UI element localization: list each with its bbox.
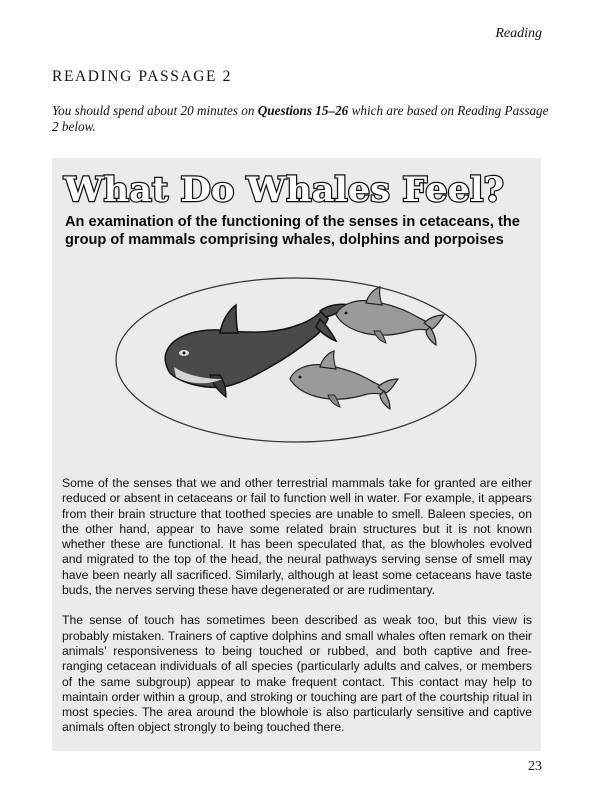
question-range: Questions 15–26 (257, 103, 349, 118)
article-body (62, 476, 532, 751)
page-number: 23 (528, 759, 542, 774)
instruction-text (52, 103, 552, 135)
paragraph: Some of the senses that we and other terrestrial mammals take for granted are either reduced or absent in cetaceans or fail to function well in water. For example, it appears from their brain structure that toothed species are unable to smell. Baleen species, on the other hand, appear to have some related brain structures but it is not known whether these are functional. It has been speculated that, as the blowholes evolved and migrated to the top of the head, the neural pathways serving sense of smell may have been nearly all sacrificed. Similarly, although at least some cetaceans have taste buds, the nerves serving these have degenerated or are rudimentary. (62, 476, 532, 598)
article-title (60, 164, 530, 210)
running-head: Reading (495, 26, 542, 41)
instruction-before: You should spend about 20 minutes on (52, 103, 258, 118)
whales-illustration (114, 275, 478, 445)
article-panel (52, 158, 541, 751)
paragraph: The sense of touch has sometimes been described as weak too, but this view is probably mistaken. Trainers of captive dolphins and small whales often remark on their animals’ responsiveness to being touched or rubbed, and both captive and free-ranging cetacean individuals of all species (particularly adults and calves, or members of the same subgroup) appear to make frequent contact. This contact may help to maintain order within a group, and stroking or touching are part of the courtship ritual in most species. The area around the blowhole is also particularly sensitive and captive animals often object strongly to being touched there. (62, 613, 532, 735)
article-subtitle: An examination of the functioning of the senses in cetaceans, the group of mammals comprising whales, dolphins and porpoises (65, 214, 520, 248)
instruction-after: which are based on Reading Passage 2 below. (52, 103, 549, 134)
article-title-text: What Do Whales Feel? (62, 170, 505, 210)
passage-heading: READING PASSAGE 2 (52, 68, 232, 85)
